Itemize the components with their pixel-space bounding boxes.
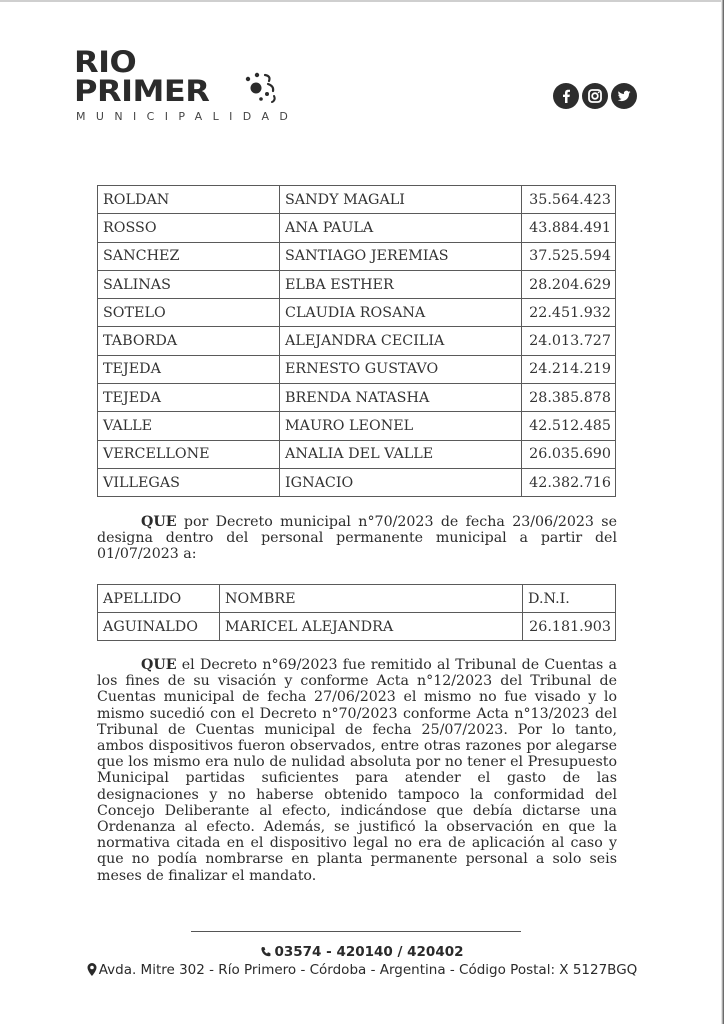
cell-dni: 28.385.878 (522, 384, 616, 412)
cell-name: ERNESTO GUSTAVO (280, 355, 522, 383)
footer-address (0, 962, 724, 980)
cell-surname: ROSSO (98, 214, 280, 242)
cell-dni: 26.035.690 (522, 440, 616, 468)
table-row (98, 440, 616, 468)
footer-divider (191, 931, 521, 932)
header-dni: D.N.I. (523, 585, 616, 613)
table-row (98, 186, 616, 214)
cell-dni: 42.512.485 (522, 412, 616, 440)
table-row (98, 299, 616, 327)
cell-dni: 43.884.491 (522, 214, 616, 242)
footer-phone (0, 944, 724, 962)
cell-surname: SALINAS (98, 270, 280, 298)
table-row (98, 355, 616, 383)
cell-name: MAURO LEONEL (280, 412, 522, 440)
facebook-icon[interactable] (553, 83, 579, 109)
paragraph-lead: QUE (141, 514, 177, 530)
logo-sun-icon (240, 66, 280, 106)
cell-apellido: AGUINALDO (98, 613, 220, 641)
cell-name: ALEJANDRA CECILIA (280, 327, 522, 355)
cell-name: IGNACIO (280, 468, 522, 496)
twitter-icon[interactable] (611, 83, 637, 109)
table-row (98, 270, 616, 298)
cell-surname: VILLEGAS (98, 468, 280, 496)
logo-word-primer: PRIMER (74, 73, 210, 109)
cell-name: BRENDA NATASHA (280, 384, 522, 412)
table-row (98, 242, 616, 270)
cell-dni: 42.382.716 (522, 468, 616, 496)
paragraph-text: el Decreto n°69/2023 fue remitido al Tribunal de Cuentas a los fines de su visación y conforme Acta n°12/2023 del Tribunal de Cuentas municipal de fecha 27/06/2023 el mismo no fue visado y lo mismo sucedió con el Decreto n°70/2023 conforme Acta n°13/2023 del Tribunal de Cuentas municipal de fecha 25/07/2023. Por lo tanto, ambos dispositivos fueron observados, entre otras razones por alegarse que los mismo era nulo de nulidad absoluta por no tener el Presupuesto Municipal partidas suficientes para atender el gasto de las designaciones y no haberse obtenido tampoco la conformidad del Concejo Deliberante al efecto, indicándose que debía dictarse una Ordenanza al efecto. Además, se justificó la observación en que la normativa citada en el dispositivo legal no era de aplicación al caso y que no podía nombrarse en planta permanente personal a solo seis meses de finalizar el mandato. (97, 657, 617, 884)
paragraph-lead: QUE (141, 657, 177, 673)
cell-name: SANDY MAGALI (280, 186, 522, 214)
table-row (98, 613, 616, 641)
table-row (98, 384, 616, 412)
table-row (98, 214, 616, 242)
cell-surname: ROLDAN (98, 186, 280, 214)
cell-dni: 26.181.903 (523, 613, 616, 641)
municipality-logo (74, 44, 299, 128)
cell-nombre: MARICEL ALEJANDRA (220, 613, 523, 641)
cell-dni: 24.214.219 (522, 355, 616, 383)
cell-dni: 35.564.423 (522, 186, 616, 214)
table-row (98, 327, 616, 355)
cell-dni: 22.451.932 (522, 299, 616, 327)
table-row (98, 468, 616, 496)
cell-name: CLAUDIA ROSANA (280, 299, 522, 327)
personnel-list-table (97, 185, 616, 497)
cell-surname: SOTELO (98, 299, 280, 327)
logo-subtitle: MUNICIPALIDAD (76, 110, 299, 123)
location-pin-icon (87, 963, 97, 980)
cell-surname: VERCELLONE (98, 440, 280, 468)
table-row (98, 412, 616, 440)
phone-icon (260, 946, 272, 962)
decree-designation-table (97, 584, 616, 641)
paragraph-text: por Decreto municipal n°70/2023 de fecha 23/06/2023 se designa dentro del personal permanente municipal a partir del 01/07/2023 a: (97, 514, 617, 563)
social-icons (553, 83, 637, 109)
cell-surname: TABORDA (98, 327, 280, 355)
header-apellido: APELLIDO (98, 585, 220, 613)
cell-dni: 24.013.727 (522, 327, 616, 355)
cell-name: ANA PAULA (280, 214, 522, 242)
cell-dni: 28.204.629 (522, 270, 616, 298)
footer-address-text: Avda. Mitre 302 - Río Primero - Córdoba - Argentina - Código Postal: X 5127BGQ (98, 962, 638, 978)
scan-edge-top (0, 0, 724, 2)
cell-name: ANALIA DEL VALLE (280, 440, 522, 468)
cell-surname: TEJEDA (98, 355, 280, 383)
instagram-icon[interactable] (582, 83, 608, 109)
cell-name: ELBA ESTHER (280, 270, 522, 298)
logo-word-rio: RIO (74, 44, 137, 80)
cell-surname: SANCHEZ (98, 242, 280, 270)
paragraph-tribunal-observation (97, 657, 617, 884)
header-nombre: NOMBRE (220, 585, 523, 613)
footer-phone-text: 03574 - 420140 / 420402 (274, 944, 464, 960)
cell-surname: TEJEDA (98, 384, 280, 412)
cell-dni: 37.525.594 (522, 242, 616, 270)
table-header-row (98, 585, 616, 613)
cell-name: SANTIAGO JEREMIAS (280, 242, 522, 270)
cell-surname: VALLE (98, 412, 280, 440)
paragraph-decree-70 (97, 514, 617, 563)
